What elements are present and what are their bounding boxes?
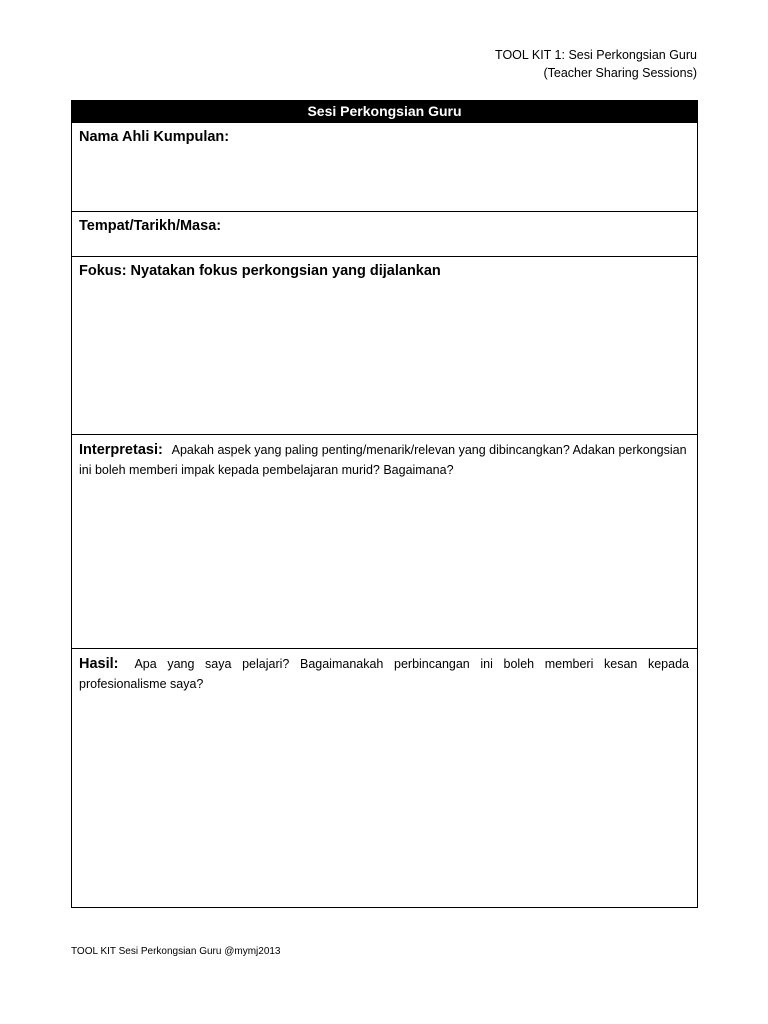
section-label-place-date-time: Tempat/Tarikh/Masa: — [79, 218, 222, 234]
document-header — [377, 46, 697, 82]
section-focus[interactable] — [72, 256, 697, 434]
section-prompt-outcome: Apa yang saya pelajari? Bagaimanakah perbincangan ini boleh memberi kesan kepada profesionalisme saya? — [79, 657, 689, 691]
section-label-focus: Fokus: Nyatakan fokus perkongsian yang dijalankan — [79, 263, 441, 279]
section-label-interpretation: Interpretasi: — [79, 442, 163, 458]
document-footer: TOOL KIT Sesi Perkongsian Guru @mymj2013 — [71, 946, 281, 957]
section-prompt-interpretation: Apakah aspek yang paling penting/menarik/relevan yang dibincangkan? Adakan perkongsian ini boleh memberi impak kepada pembelajaran murid? Bagaimana? — [79, 443, 687, 477]
section-label-outcome: Hasil: — [79, 656, 119, 672]
section-interpretation[interactable] — [72, 434, 697, 648]
section-outcome[interactable] — [72, 648, 697, 908]
section-place-date-time[interactable] — [72, 211, 697, 256]
section-body-interpretation — [79, 440, 689, 480]
section-label-group-members: Nama Ahli Kumpulan: — [79, 129, 230, 145]
form-title: Sesi Perkongsian Guru — [72, 101, 697, 122]
section-body-outcome — [79, 654, 689, 694]
section-group-members[interactable] — [72, 122, 697, 211]
header-line-2: (Teacher Sharing Sessions) — [543, 66, 697, 80]
header-line-1: TOOL KIT 1: Sesi Perkongsian Guru — [495, 48, 697, 62]
sharing-session-form — [71, 100, 698, 908]
